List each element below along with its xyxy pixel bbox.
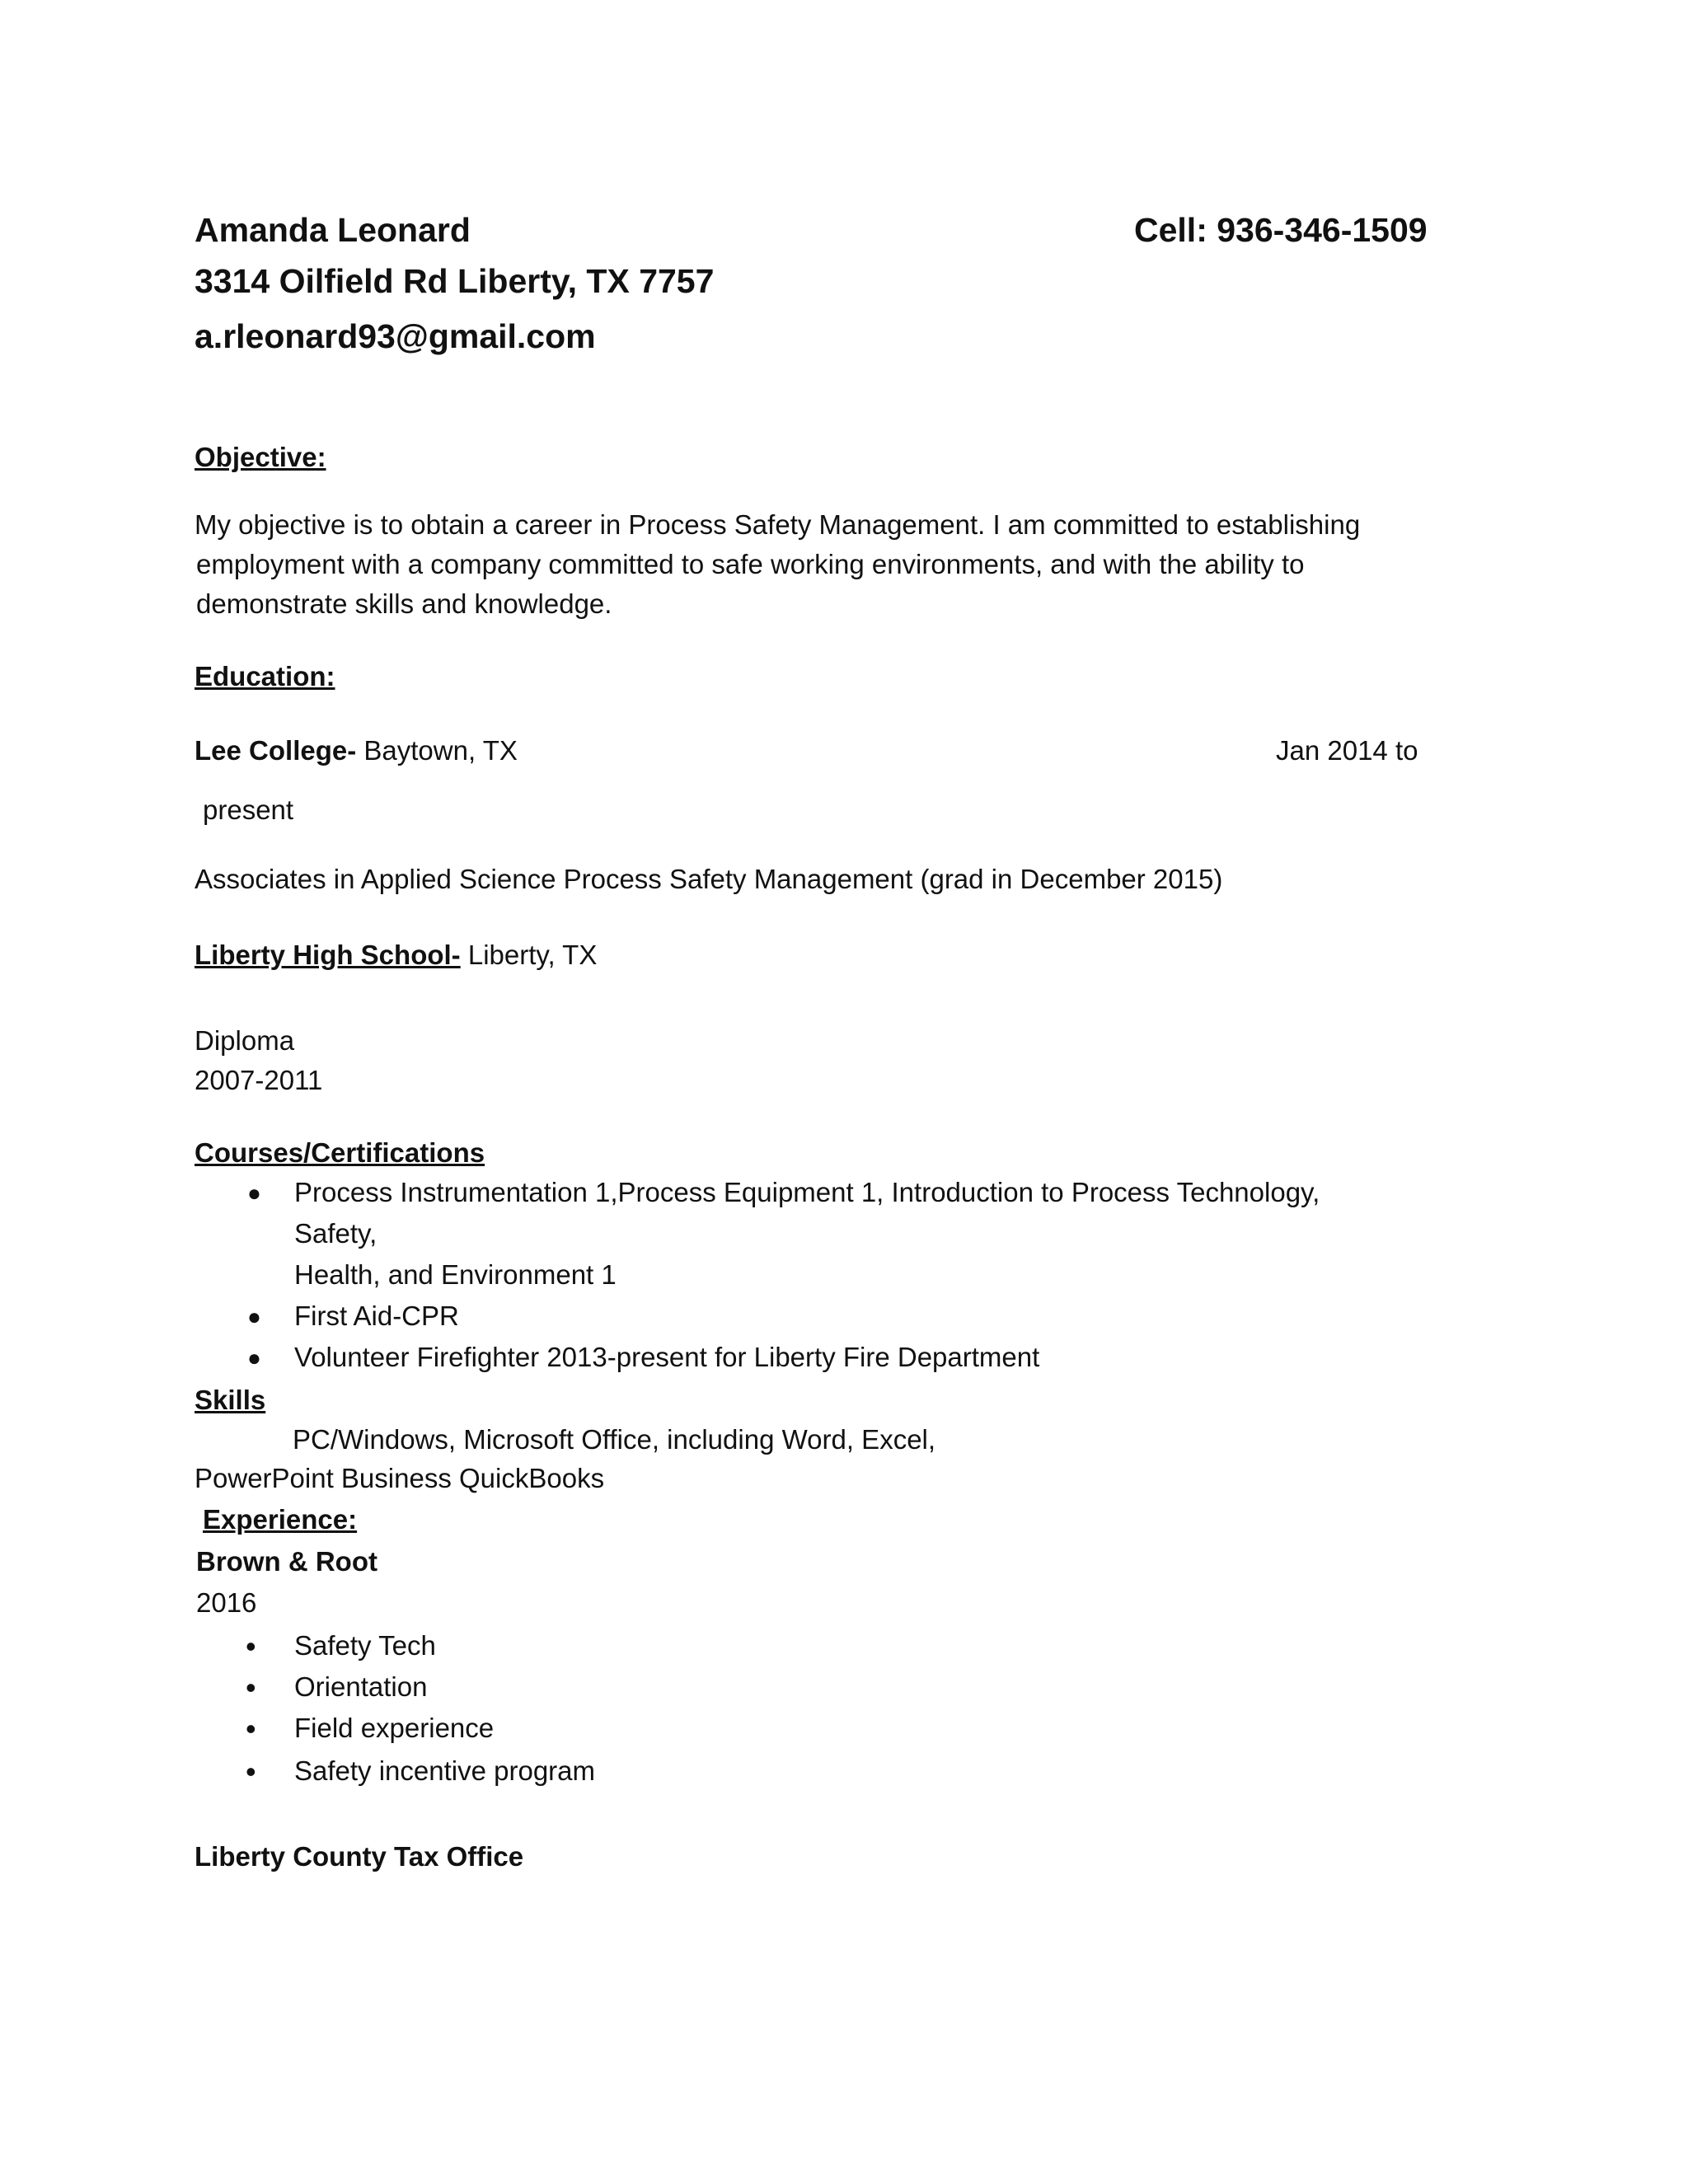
bullet-icon: • <box>246 1712 256 1746</box>
liberty-hs-years: 2007-2011 <box>195 1065 323 1095</box>
skills-heading: Skills <box>195 1385 266 1415</box>
experience-heading: Experience: <box>203 1504 358 1535</box>
employer-brown-root: Brown & Root <box>196 1546 377 1577</box>
experience-item: Field experience <box>294 1713 495 1743</box>
liberty-hs-location: Liberty, TX <box>460 940 598 970</box>
course-item-1-line-2: Safety, <box>294 1218 377 1249</box>
courses-heading: Courses/Certifications <box>195 1137 485 1168</box>
bullet-icon: • <box>246 1629 256 1663</box>
course-item-1-line-3: Health, and Environment 1 <box>294 1259 617 1290</box>
cell-phone: Cell: 936-346-1509 <box>1134 211 1428 249</box>
lee-college-dates-cont: present <box>203 794 294 825</box>
objective-line-2: employment with a company committed to safe working environments, and with the ability to <box>196 549 1305 579</box>
bullet-icon: ● <box>247 1345 261 1371</box>
liberty-hs-diploma: Diploma <box>195 1025 295 1056</box>
address: 3314 Oilfield Rd Liberty, TX 7757 <box>195 262 715 300</box>
liberty-hs-name: Liberty High School- <box>195 940 461 970</box>
skills-line-2: PowerPoint Business QuickBooks <box>195 1463 605 1493</box>
course-item-2: First Aid-CPR <box>294 1301 459 1331</box>
education-heading: Education: <box>195 661 335 691</box>
candidate-name: Amanda Leonard <box>195 211 471 249</box>
lee-college-name: Lee College- <box>195 735 357 766</box>
lee-college-location: Baytown, TX <box>356 735 518 766</box>
objective-heading: Objective: <box>195 442 326 472</box>
experience-item: Orientation <box>294 1671 428 1702</box>
bullet-icon: ● <box>247 1304 261 1329</box>
lee-college-dates: Jan 2014 to <box>1276 735 1418 766</box>
course-item-1-line-1: Process Instrumentation 1,Process Equipment 1, Introduction to Process Technology, <box>294 1177 1320 1207</box>
objective-line-3: demonstrate skills and knowledge. <box>196 588 612 619</box>
lee-college-entry <box>195 737 518 764</box>
skills-line-1: PC/Windows, Microsoft Office, including Word, Excel, <box>293 1424 936 1455</box>
objective-line-1: My objective is to obtain a career in Process Safety Management. I am committed to establishing <box>195 509 1361 540</box>
liberty-hs-entry <box>195 941 597 968</box>
course-item-3: Volunteer Firefighter 2013-present for Liberty Fire Department <box>294 1342 1040 1372</box>
employer-liberty-county-tax: Liberty County Tax Office <box>195 1841 524 1872</box>
bullet-icon: • <box>246 1755 256 1788</box>
experience-item: Safety incentive program <box>294 1755 596 1786</box>
email: a.rleonard93@gmail.com <box>195 317 596 355</box>
bullet-icon: • <box>246 1671 256 1704</box>
employer-brown-root-year: 2016 <box>196 1587 257 1618</box>
experience-item: Safety Tech <box>294 1630 436 1661</box>
lee-college-degree: Associates in Applied Science Process Safety Management (grad in December 2015) <box>195 864 1223 894</box>
bullet-icon: ● <box>247 1180 261 1206</box>
